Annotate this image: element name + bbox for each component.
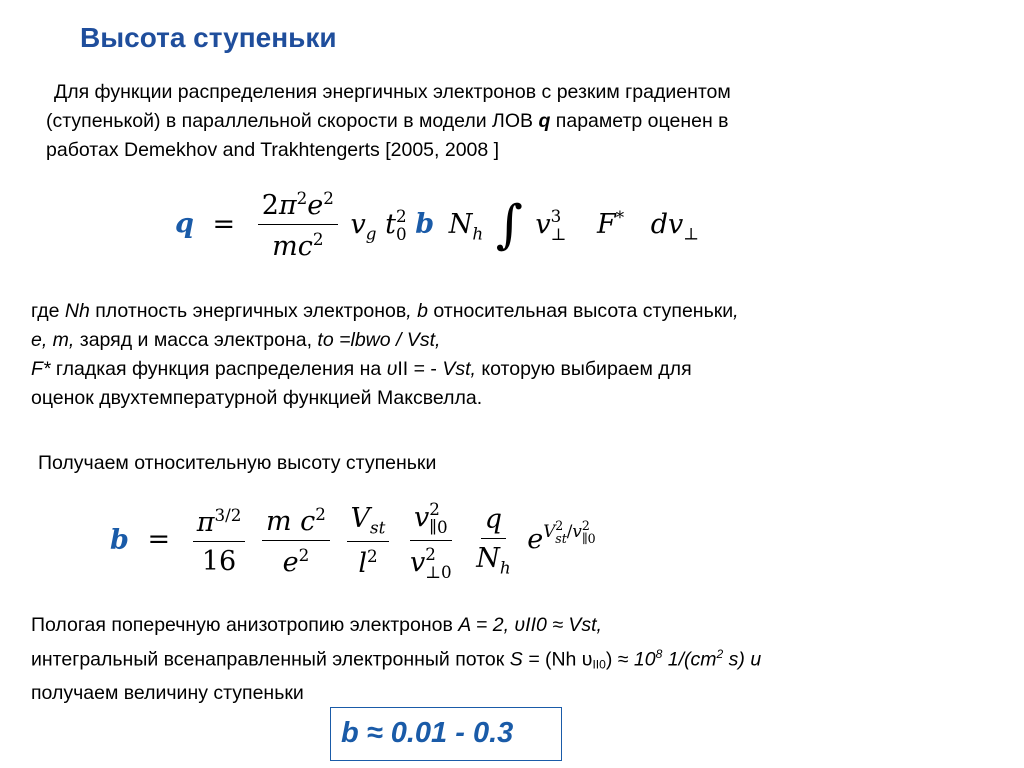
intro-text: (ступенькой) в параллельной скорости в модели ЛОВ bbox=[46, 110, 539, 132]
definitions-paragraph bbox=[31, 297, 991, 413]
equals-sign: = bbox=[147, 524, 171, 556]
vg-term: $v_g$ bbox=[350, 208, 377, 243]
page-title: Высота ступеньки bbox=[80, 22, 337, 53]
fraction-numerator: m $c^2$ bbox=[262, 504, 330, 541]
integral-sign: ∫ bbox=[495, 195, 523, 255]
defs-text: гладкая функция распределения на bbox=[50, 358, 387, 380]
anisotropy-value: A = 2, υ bbox=[458, 614, 526, 636]
v-perp-cubed-term: v 3 ⊥ bbox=[535, 205, 567, 244]
nh-symbol: Nh bbox=[64, 300, 90, 322]
f-star-symbol: F* bbox=[31, 358, 51, 380]
fraction-q-nh bbox=[472, 504, 514, 577]
formula-b-lhs: b bbox=[110, 524, 129, 556]
fraction-numerator: $2\pi^2e^2$ bbox=[258, 188, 338, 225]
vst-symbol: Vst, bbox=[442, 358, 476, 380]
anisotropy-paragraph bbox=[31, 611, 1011, 708]
t0-definition: to =lbwo / Vst, bbox=[317, 329, 441, 351]
formula-b bbox=[110, 500, 596, 582]
flux-units: 1/(cm bbox=[662, 648, 717, 671]
flat-text: Пологая поперечную анизотропию электронов bbox=[31, 614, 459, 636]
flux-exponent: 8 bbox=[655, 647, 663, 661]
fraction-2pi2e2-mc2 bbox=[258, 188, 338, 262]
intro-paragraph bbox=[46, 78, 986, 165]
defs-line-2 bbox=[31, 326, 991, 355]
fraction-numerator: $V_{st}$ bbox=[347, 503, 390, 541]
flat-line-3: получаем величину ступеньки bbox=[31, 682, 304, 705]
equals-sign: = bbox=[212, 208, 236, 240]
fraction-denominator: $l^2$ bbox=[358, 545, 378, 579]
b-symbol: b bbox=[417, 300, 428, 322]
q-symbol: q bbox=[538, 110, 551, 132]
fraction-denominator: v 2 ⊥0 bbox=[409, 543, 452, 583]
fraction-numerator: v 2 ∥0 bbox=[410, 500, 452, 541]
fraction-numerator: q bbox=[481, 504, 506, 539]
em-symbols: e, m, bbox=[31, 329, 75, 351]
defs-text: , bbox=[733, 300, 739, 322]
defs-text: , bbox=[406, 300, 418, 322]
result-box: b ≈ 0.01 - 0.3 bbox=[330, 707, 562, 761]
defs-text: плотность энергичных электронов bbox=[89, 300, 407, 322]
intro-line-2 bbox=[46, 107, 986, 136]
nh-term: $N_h$ bbox=[448, 208, 484, 243]
fraction-vst-l2 bbox=[347, 503, 390, 578]
t0-term: t 2 0 bbox=[385, 205, 407, 244]
defs-line-4: оценок двухтемпературной функцией Максвелла. bbox=[31, 387, 483, 409]
formula-q bbox=[175, 188, 699, 262]
fraction-mc2-e2 bbox=[262, 504, 330, 578]
flux-units-exponent: 2 bbox=[716, 647, 724, 661]
fraction-denominator: $N_h$ bbox=[476, 543, 511, 578]
defs-text: относительная высота ступеньки bbox=[427, 300, 734, 322]
dv-perp-term: $dv_\perp$ bbox=[650, 208, 699, 243]
formula-q-lhs: q bbox=[175, 208, 194, 240]
fraction-denominator: 16 bbox=[201, 545, 237, 577]
fraction-denominator: $mc^2$ bbox=[272, 229, 324, 262]
defs-line-1 bbox=[31, 297, 991, 326]
flat-text: (Nh υ bbox=[539, 648, 593, 671]
defs-text: II = - bbox=[397, 358, 443, 380]
defs-text: где bbox=[31, 300, 65, 322]
flat-line-1 bbox=[31, 611, 1011, 640]
obtain-line: Получаем относительную высоту ступеньки bbox=[38, 452, 437, 474]
intro-line-3: работах Demekhov and Trakhtengerts [2005, 2008 ] bbox=[46, 139, 500, 161]
anisotropy-value: II0 ≈ Vst, bbox=[525, 614, 602, 636]
fraction-pi-16 bbox=[193, 505, 246, 577]
defs-text: заряд и масса электрона, bbox=[74, 329, 318, 351]
f-star-term: F* bbox=[597, 206, 625, 240]
fraction-numerator: $\pi^{3/2}$ bbox=[193, 505, 246, 542]
exponential-term: $e^{V 2 st /v 2 \parallel 0}$ bbox=[527, 517, 596, 556]
upsilon-symbol: υ bbox=[386, 358, 398, 380]
intro-text: параметр оценен в bbox=[550, 110, 729, 132]
flux-symbol: S = bbox=[509, 648, 540, 671]
fraction-vpar-vperp bbox=[406, 500, 456, 582]
flux-units: s) и bbox=[723, 648, 762, 671]
flat-text: ) ≈ bbox=[605, 648, 634, 671]
fraction-denominator: $e^2$ bbox=[282, 544, 310, 578]
flux-value: 10 bbox=[633, 648, 656, 671]
flat-text: интегральный всенаправленный электронный поток bbox=[31, 648, 510, 671]
flat-line-2 bbox=[31, 640, 1011, 679]
defs-text: которую выбираем для bbox=[475, 358, 692, 380]
flat-subscript: II0 bbox=[592, 657, 606, 672]
formula-b-symbol: b bbox=[415, 208, 435, 240]
defs-line-3 bbox=[31, 355, 991, 384]
intro-line-1: Для функции распределения энергичных электронов с резким градиентом bbox=[54, 81, 731, 103]
